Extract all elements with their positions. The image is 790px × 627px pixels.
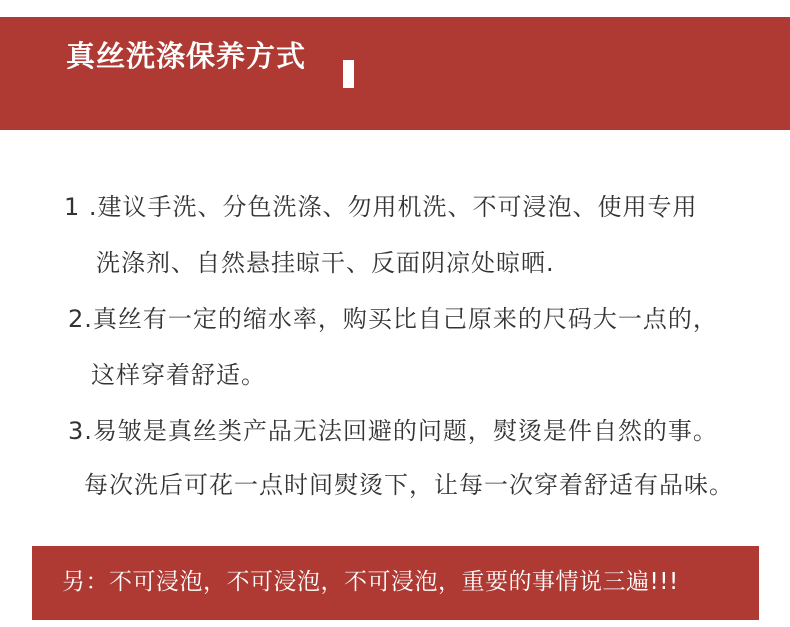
care-instruction-1-line-2: 洗涤剂、自然悬挂晾干、反面阴凉处晾晒. (96, 249, 555, 277)
care-instruction-2-line-1: 2.真丝有一定的缩水率，购买比自己原来的尺码大一点的， (68, 305, 718, 333)
care-instruction-1-line-1: 1 .建议手洗、分色洗涤、勿用机洗、不可浸泡、使用专用 (64, 193, 698, 221)
page-title: 真丝洗涤保养方式 (66, 39, 307, 73)
footer-warning: 另：不可浸泡，不可浸泡，不可浸泡，重要的事情说三遍!!! (62, 569, 679, 595)
care-instruction-3-line-2: 每次洗后可花一点时间熨烫下，让每一次穿着舒适有品味。 (84, 471, 734, 499)
care-instruction-2-line-2: 这样穿着舒适。 (91, 361, 266, 389)
care-instruction-3-line-1: 3.易皱是真丝类产品无法回避的问题，熨烫是件自然的事。 (68, 417, 718, 445)
title-accent-bar (343, 60, 354, 88)
